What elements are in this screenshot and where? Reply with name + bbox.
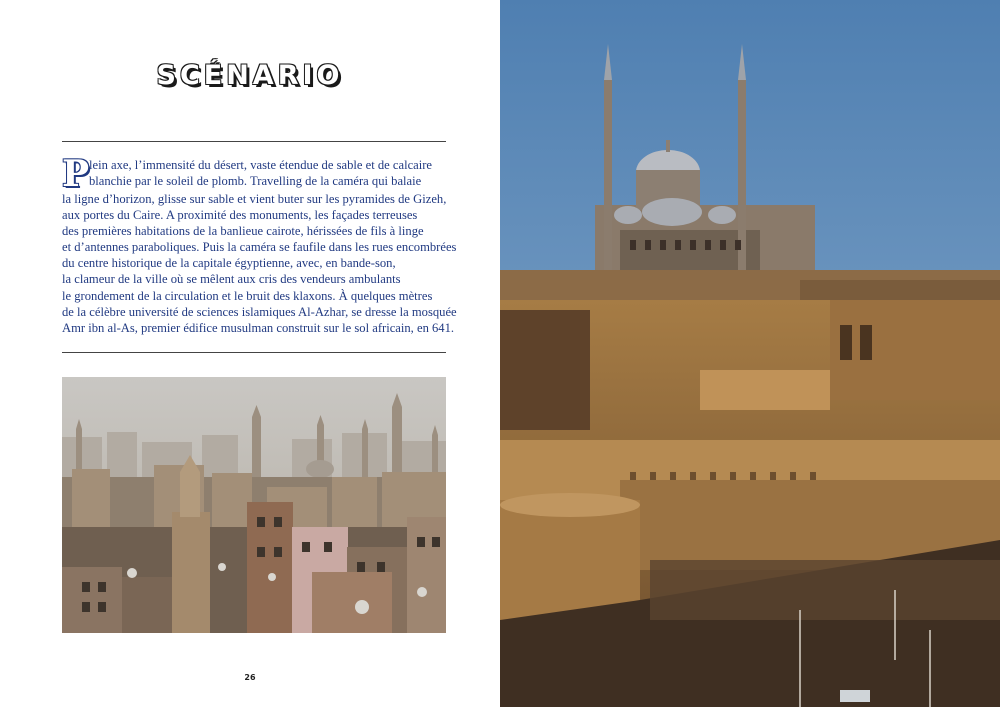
text-line: lein axe, l’immensité du désert, vaste étendue de sable et de calcaire [89, 158, 433, 172]
page-number: 26 [244, 673, 256, 682]
text-line: de la célèbre université de sciences islamiques Al-Azhar, se dresse la mosquée [62, 304, 457, 319]
page-title: SCÉNARIO [156, 60, 344, 91]
text-line: du centre historique de la capitale égyptienne, avec, en bande-son, [62, 256, 396, 271]
cairo-skyline-photo [62, 377, 446, 633]
text-line: la ligne d’horizon, glisse sur sable et vient buter sur les pyramides de Gizeh, [62, 192, 447, 206]
text-line: le grondement de la circulation et le bruit des klaxons. À quelques mètres [62, 288, 433, 303]
text-line: des premières habitations de la banlieue cairote, hérissées de fils à linge [62, 224, 424, 239]
right-page [500, 0, 1000, 707]
drop-cap: P [62, 153, 90, 195]
text-line: la clameur de la ville où se mêlent aux cris des vendeurs ambulants [62, 272, 401, 287]
citadel-mosque-photo [500, 0, 1000, 707]
top-divider [62, 141, 446, 142]
text-line: aux portes du Caire. A proximité des monuments, les façades terreuses [62, 208, 418, 223]
bottom-divider [62, 352, 446, 353]
text-line: Amr ibn al-As, premier édifice musulman construit sur le sol africain, en 641. [62, 320, 455, 335]
text-line: et d’antennes paraboliques. Puis la caméra se faufile dans les rues encombrées [62, 240, 457, 255]
text-line: blanchie par le soleil de plomb. Travelling de la caméra qui balaie [89, 174, 422, 189]
scenario-paragraph [62, 153, 457, 336]
